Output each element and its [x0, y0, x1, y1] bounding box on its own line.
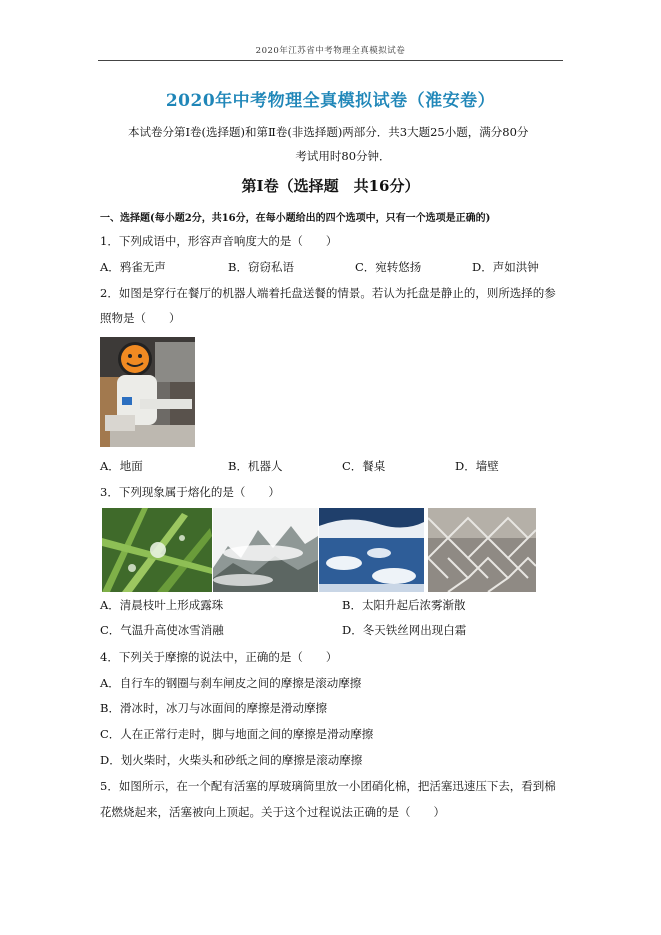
option-d: D．墙壁 [455, 459, 499, 473]
robot-waiter-image [100, 337, 195, 447]
page-header: 2020年江苏省中考物理全真模拟试卷 [255, 46, 406, 56]
option-a: A．清晨枝叶上形成露珠 [100, 598, 224, 612]
question-2-stem-line-2: 照物是（ ） [100, 311, 181, 325]
exam-intro [128, 120, 558, 168]
option-a: A．自行车的钢圈与刹车闸皮之间的摩擦是滚动摩擦 [100, 676, 362, 690]
question-5-stem-line-1: 5．如图所示，在一个配有活塞的厚玻璃筒里放一小团硝化棉，把活塞迅速压下去，看到棉 [100, 779, 556, 793]
melting-snow-image [319, 508, 424, 592]
option-b: B．机器人 [228, 459, 283, 473]
option-a: A．鸦雀无声 [100, 260, 166, 274]
section-title: 第Ⅰ卷（选择题 共16分） [241, 177, 420, 195]
intro-line-2: 考试用时80分钟． [295, 149, 391, 163]
question-3-options-row-1 [100, 597, 570, 615]
dew-on-grass-image [102, 508, 212, 592]
option-a: A．地面 [100, 459, 143, 473]
option-d: D．划火柴时，火柴头和砂纸之间的摩擦是滚动摩擦 [100, 753, 363, 767]
option-b: B．窃窃私语 [228, 260, 294, 274]
option-d: D．冬天铁丝网出现白霜 [342, 623, 467, 637]
intro-line-1: 本试卷分第Ⅰ卷(选择题)和第Ⅱ卷(非选择题)两部分．共3大题25小题，满分80分 [128, 125, 529, 139]
question-4-stem: 4．下列关于摩擦的说法中，正确的是（ ） [100, 650, 338, 664]
question-2-stem-line-1: 2．如图是穿行在餐厅的机器人端着托盘送餐的情景。若认为托盘是静止的，则所选择的参 [100, 286, 556, 300]
option-b: B．太阳升起后浓雾渐散 [342, 598, 466, 612]
question-5-stem-line-2: 花燃烧起来，活塞被向上顶起。关于这个过程说法正确的是（ ） [100, 805, 445, 819]
exam-title: 2020年中考物理全真模拟试卷（淮安卷） [165, 91, 496, 111]
section-instruction: 一、选择题(每小题2分，共16分，在每小题给出的四个选项中，只有一个选项是正确的) [100, 213, 491, 224]
option-c: C．气温升高使冰雪消融 [100, 623, 224, 637]
option-c: C．宛转悠扬 [355, 260, 422, 274]
header-divider [98, 60, 563, 61]
question-3-options-row-2 [100, 622, 570, 640]
option-d: D．声如洪钟 [472, 260, 539, 274]
question-2-options [100, 458, 570, 476]
fog-mountains-image [213, 508, 318, 592]
question-1-stem: 1．下列成语中，形容声音响度大的是（ ） [100, 234, 338, 248]
option-c: C．人在正常行走时，脚与地面之间的摩擦是滑动摩擦 [100, 727, 374, 741]
question-1-options [100, 259, 570, 277]
option-b: B．滑冰时，冰刀与冰面间的摩擦是滑动摩擦 [100, 701, 327, 715]
frost-on-wire-fence-image [428, 508, 536, 592]
option-c: C．餐桌 [342, 459, 386, 473]
question-3-stem: 3．下列现象属于熔化的是（ ） [100, 485, 280, 499]
